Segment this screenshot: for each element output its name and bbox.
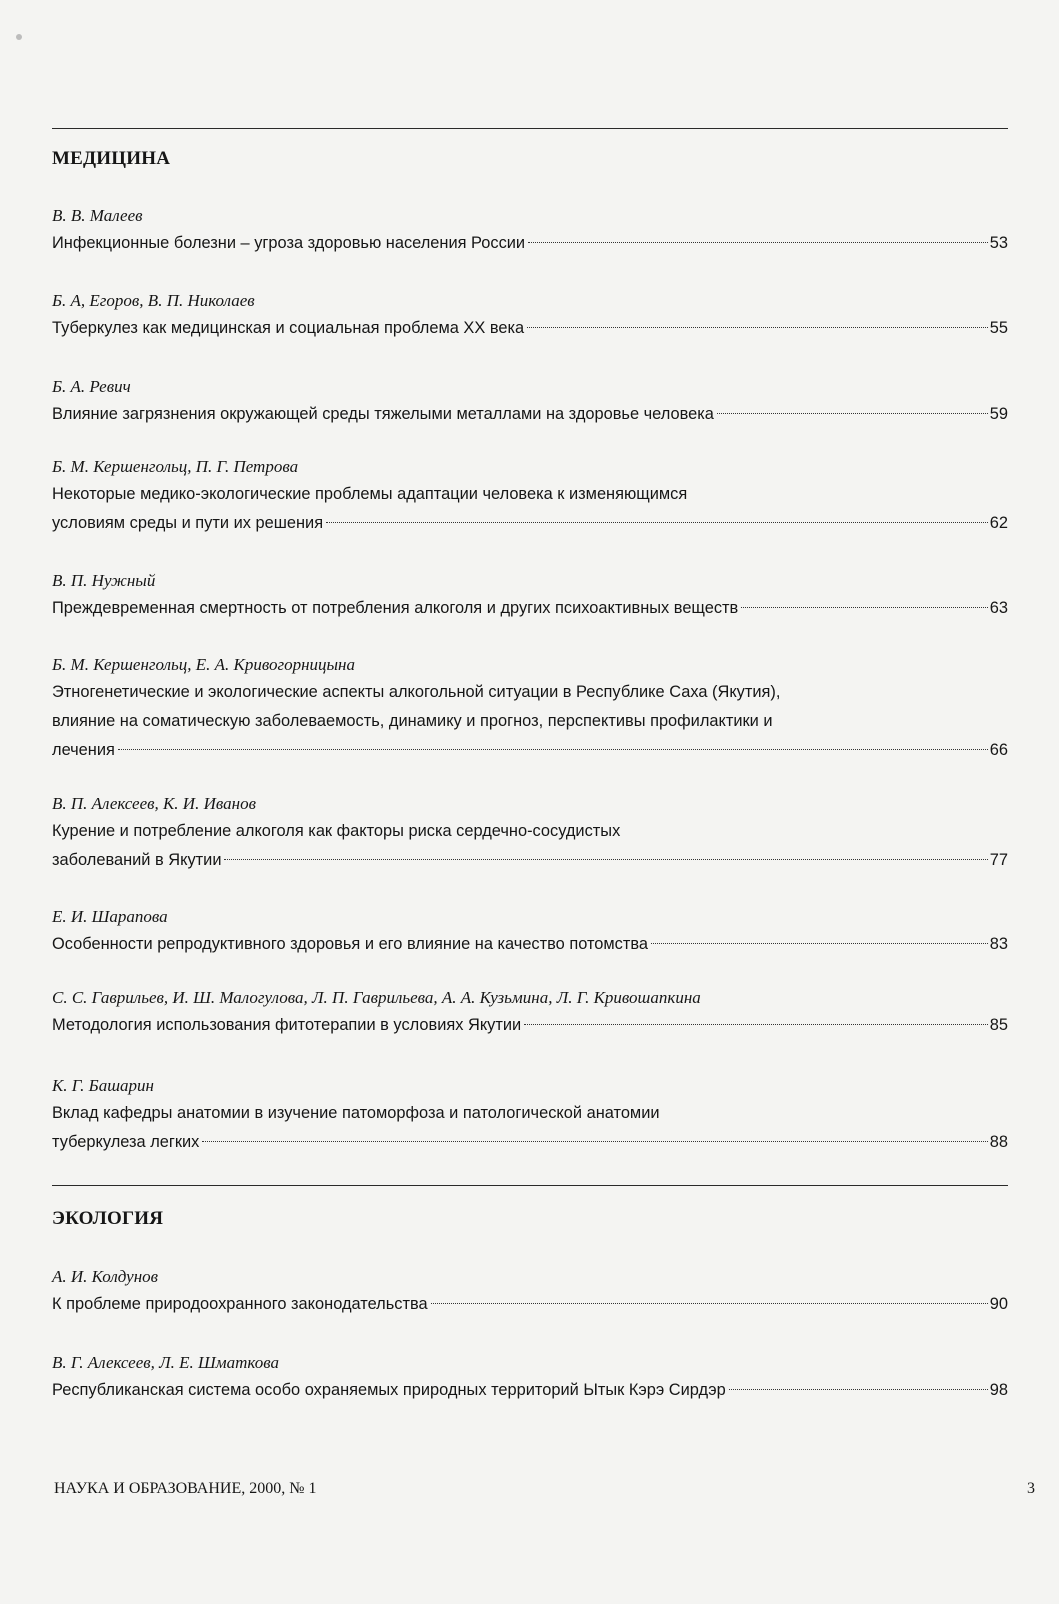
- entry-page-number: 85: [989, 1016, 1008, 1034]
- dot-leader: [741, 607, 988, 608]
- entry-author: К. Г. Башарин: [52, 1076, 154, 1095]
- entry-title: К проблеме природоохранного законодательства: [52, 1295, 428, 1313]
- entry-page-number: 55: [989, 319, 1008, 337]
- section-rule: [52, 1185, 1008, 1186]
- dot-leader: [224, 859, 987, 860]
- entry-title-line[interactable]: [52, 736, 1008, 765]
- entry-page-number: 90: [989, 1295, 1008, 1313]
- toc-entry: [52, 904, 1008, 959]
- entry-author: В. П. Нужный: [52, 571, 156, 590]
- entry-title-line[interactable]: [52, 400, 1008, 429]
- top-rule: [52, 128, 1008, 129]
- section-title-medicine: МЕДИЦИНА: [52, 148, 171, 169]
- toc-entry: [52, 1264, 1008, 1319]
- entry-page-number: 88: [989, 1133, 1008, 1151]
- entry-title: Инфекционные болезни – угроза здоровью населения России: [52, 234, 526, 252]
- entry-author: В. П. Алексеев, К. И. Иванов: [52, 794, 256, 813]
- entry-page-number: 83: [989, 935, 1008, 953]
- entry-title: Методология использования фитотерапии в условиях Якутии: [52, 1016, 522, 1034]
- toc-entry: [52, 1350, 1008, 1405]
- entry-title-line[interactable]: [52, 509, 1008, 538]
- dot-leader: [729, 1389, 988, 1390]
- dot-leader: [528, 242, 988, 243]
- toc-entry: [52, 1073, 1008, 1157]
- entry-title-line[interactable]: [52, 1128, 1008, 1157]
- entry-title-line: Вклад кафедры анатомии в изучение патоморфоза и патологической анатомии: [52, 1104, 660, 1122]
- entry-title: Республиканская система особо охраняемых природных территорий Ытык Кэрэ Сирдэр: [52, 1381, 726, 1399]
- dot-leader: [524, 1024, 988, 1025]
- entry-title-line: Курение и потребление алкоголя как факторы риска сердечно-сосудистых: [52, 822, 621, 840]
- toc-entry: [52, 652, 1008, 765]
- toc-entry: [52, 985, 1008, 1040]
- toc-entry: [52, 203, 1008, 258]
- dot-leader: [527, 327, 988, 328]
- entry-title-line: Этногенетические и экологические аспекты алкогольной ситуации в Республике Саха (Якутия),: [52, 683, 781, 701]
- entry-title: Особенности репродуктивного здоровья и его влияние на качество потомства: [52, 935, 649, 953]
- entry-page-number: 77: [989, 851, 1008, 869]
- section-title-ecology: ЭКОЛОГИЯ: [52, 1208, 164, 1229]
- entry-title-line[interactable]: [52, 846, 1008, 875]
- entry-title-line: Некоторые медико-экологические проблемы адаптации человека к изменяющимся: [52, 485, 688, 503]
- entry-title: заболеваний в Якутии: [52, 851, 222, 869]
- entry-title: туберкулеза легких: [52, 1133, 200, 1151]
- entry-title: Туберкулез как медицинская и социальная проблема XX века: [52, 319, 525, 337]
- entry-title-line[interactable]: [52, 1376, 1008, 1405]
- page-number: 3: [1027, 1480, 1035, 1497]
- entry-title-line: влияние на соматическую заболеваемость, динамику и прогноз, перспективы профилактики и: [52, 712, 773, 730]
- dot-leader: [202, 1141, 987, 1142]
- entry-title-line[interactable]: [52, 930, 1008, 959]
- entry-author: С. С. Гаврильев, И. Ш. Малогулова, Л. П. Гаврильева, А. А. Кузьмина, Л. Г. Кривошапкина: [52, 988, 701, 1007]
- entry-page-number: 98: [989, 1381, 1008, 1399]
- entry-title: лечения: [52, 741, 115, 759]
- entry-page-number: 63: [989, 599, 1008, 617]
- entry-title-line[interactable]: [52, 229, 1008, 258]
- entry-page-number: 66: [989, 741, 1008, 759]
- toc-entry: [52, 288, 1008, 343]
- entry-author: Б. М. Кершенгольц, П. Г. Петрова: [52, 457, 299, 476]
- entry-page-number: 62: [989, 514, 1008, 532]
- toc-entry: [52, 454, 1008, 538]
- dot-leader: [717, 413, 988, 414]
- table-of-contents-page: [52, 0, 1008, 1604]
- entry-title-line[interactable]: [52, 1011, 1008, 1040]
- entry-author: А. И. Колдунов: [52, 1267, 159, 1286]
- dot-leader: [431, 1303, 988, 1304]
- dot-leader: [326, 522, 988, 523]
- entry-author: Е. И. Шарапова: [52, 907, 168, 926]
- dot-leader: [118, 749, 988, 750]
- entry-title: условиям среды и пути их решения: [52, 514, 324, 532]
- entry-author: Б. М. Кершенгольц, Е. А. Кривогорницына: [52, 655, 355, 674]
- entry-title: Влияние загрязнения окружающей среды тяжелыми металлами на здоровье человека: [52, 405, 714, 423]
- toc-entry: [52, 374, 1008, 429]
- entry-author: Б. А, Егоров, В. П. Николаев: [52, 291, 255, 310]
- toc-entry: [52, 791, 1008, 875]
- entry-title-line[interactable]: [52, 594, 1008, 623]
- toc-entry: [52, 568, 1008, 623]
- entry-title: Преждевременная смертность от потребления алкоголя и других психоактивных веществ: [52, 599, 739, 617]
- entry-title-line[interactable]: [52, 1290, 1008, 1319]
- entry-author: Б. А. Ревич: [52, 377, 131, 396]
- entry-author: В. В. Малеев: [52, 206, 143, 225]
- journal-footer: НАУКА И ОБРАЗОВАНИЕ, 2000, № 1: [54, 1480, 317, 1497]
- entry-page-number: 53: [989, 234, 1008, 252]
- dot-leader: [651, 943, 988, 944]
- scan-speck: [16, 34, 22, 40]
- entry-page-number: 59: [989, 405, 1008, 423]
- entry-title-line[interactable]: [52, 314, 1008, 343]
- entry-author: В. Г. Алексеев, Л. Е. Шматкова: [52, 1353, 279, 1372]
